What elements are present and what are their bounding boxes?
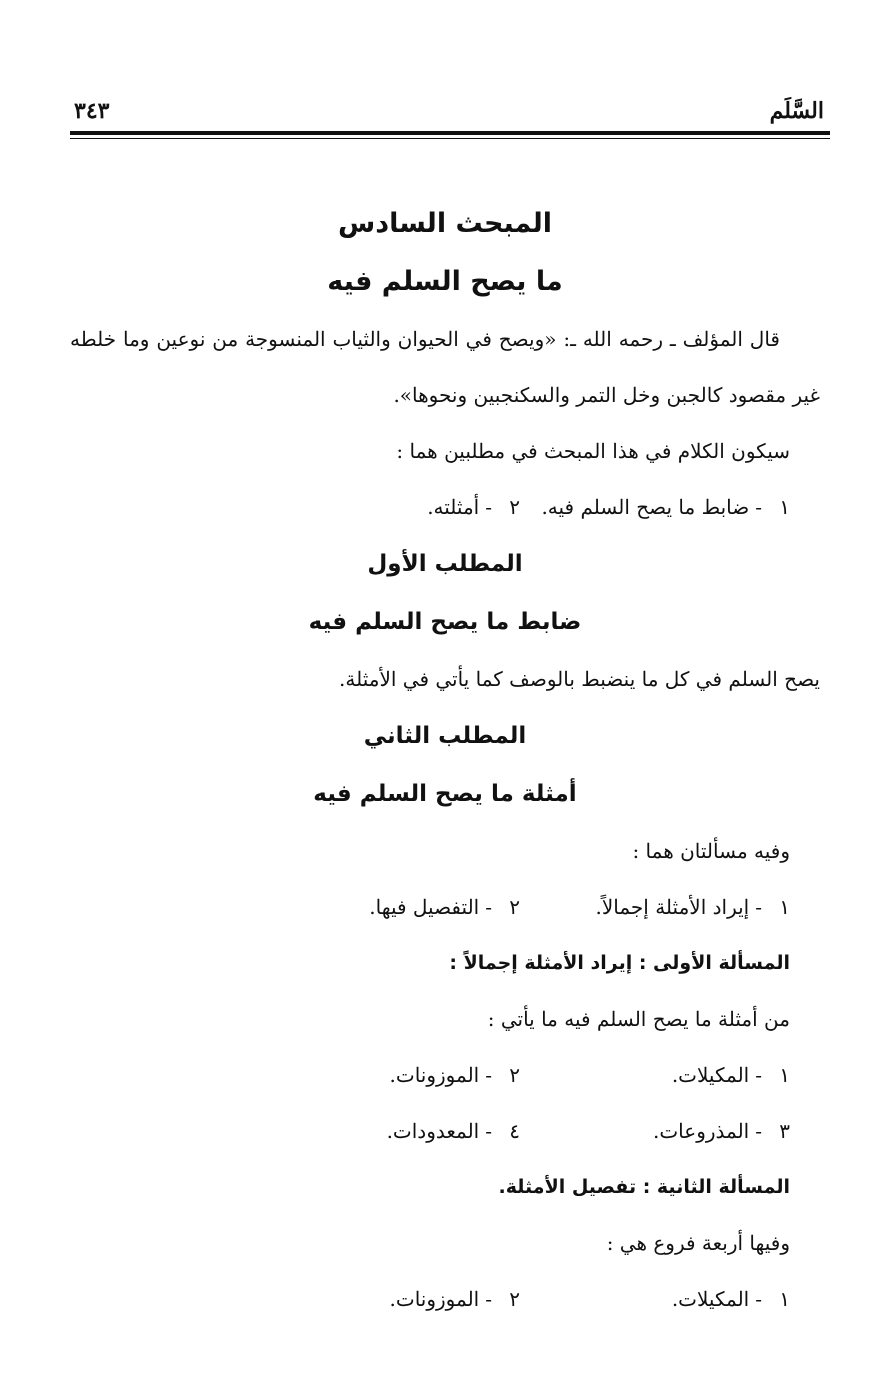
section2-heading: المطلب الثاني <box>363 723 527 749</box>
issue1-items-row <box>70 1047 820 1103</box>
topic-item <box>520 479 790 535</box>
issue1-heading: المسألة الأولى : إيراد الأمثلة إجمالاً : <box>449 952 790 974</box>
item-dash: - <box>755 895 762 919</box>
item-dash: - <box>755 1119 762 1143</box>
item-dash: - <box>485 495 492 519</box>
issue1-intro: من أمثلة ما يصح السلم فيه ما يأتي : <box>487 1007 790 1031</box>
section1-text: يصح السلم في كل ما ينضبط بالوصف كما يأتي في الأمثلة. <box>339 667 820 691</box>
item-number: ١ <box>779 1063 790 1087</box>
item-dash: - <box>485 1119 492 1143</box>
issue-list-item <box>520 879 790 935</box>
item-dash: - <box>755 495 762 519</box>
page-header <box>70 96 830 136</box>
item-text: أمثلته. <box>427 495 480 519</box>
item-text: التفصيل فيها. <box>369 895 480 919</box>
author-quote: قال المؤلف ـ رحمه الله ـ: «ويصح في الحيوان والثياب المنسوجة من نوعين وما خلطه غير مقصود كالجبن وخل التمر والسكنجبين ونحوها». <box>70 327 820 407</box>
chapter-title: ما يصح السلم فيه <box>327 266 563 297</box>
header-rule-thin <box>70 138 830 139</box>
item-number: ١ <box>779 1287 790 1311</box>
list-item <box>387 1103 520 1159</box>
list-item <box>520 1271 790 1327</box>
item-text: الموزونات. <box>389 1063 480 1087</box>
item-dash: - <box>485 895 492 919</box>
chapter-topics <box>70 479 820 535</box>
page-number: ٣٤٣ <box>74 98 110 124</box>
item-text: المكيلات. <box>671 1063 750 1087</box>
chapter-heading: المبحث السادس <box>337 208 553 239</box>
item-text: المكيلات. <box>671 1287 750 1311</box>
item-number: ٢ <box>509 1063 520 1087</box>
section2-title: أمثلة ما يصح السلم فيه <box>313 781 577 807</box>
running-title: السَّلَم <box>769 98 824 124</box>
issue2-heading: المسألة الثانية : تفصيل الأمثلة. <box>498 1176 790 1198</box>
item-text: المعدودات. <box>386 1119 480 1143</box>
topic-item <box>427 479 520 535</box>
header-rule-thick <box>70 131 830 135</box>
item-number: ٢ <box>509 1287 520 1311</box>
item-number: ٢ <box>509 895 520 919</box>
issue2-items-row <box>70 1271 820 1327</box>
list-item <box>390 1047 520 1103</box>
list-item <box>520 1103 790 1159</box>
page-content <box>70 195 820 1327</box>
item-number: ١ <box>779 495 790 519</box>
item-number: ١ <box>779 895 790 919</box>
item-text: إيراد الأمثلة إجمالاً. <box>595 895 750 919</box>
item-dash: - <box>755 1287 762 1311</box>
section2-intro: وفيه مسألتان هما : <box>632 839 790 863</box>
section1-heading: المطلب الأول <box>367 551 523 577</box>
item-number: ٤ <box>509 1119 520 1143</box>
item-dash: - <box>755 1063 762 1087</box>
issue2-intro: وفيها أربعة فروع هي : <box>606 1231 790 1255</box>
item-text: المذروعات. <box>652 1119 750 1143</box>
item-number: ٣ <box>779 1119 790 1143</box>
chapter-intro: سيكون الكلام في هذا المبحث في مطلبين هما : <box>396 439 790 463</box>
item-dash: - <box>485 1063 492 1087</box>
issues-list <box>70 879 820 935</box>
item-number: ٢ <box>509 495 520 519</box>
item-text: الموزونات. <box>389 1287 480 1311</box>
list-item <box>520 1047 790 1103</box>
issue-list-item <box>369 879 520 935</box>
item-dash: - <box>485 1287 492 1311</box>
issue1-items-row <box>70 1103 820 1159</box>
item-text: ضابط ما يصح السلم فيه. <box>541 495 750 519</box>
list-item <box>390 1271 520 1327</box>
section1-title: ضابط ما يصح السلم فيه <box>308 609 582 635</box>
